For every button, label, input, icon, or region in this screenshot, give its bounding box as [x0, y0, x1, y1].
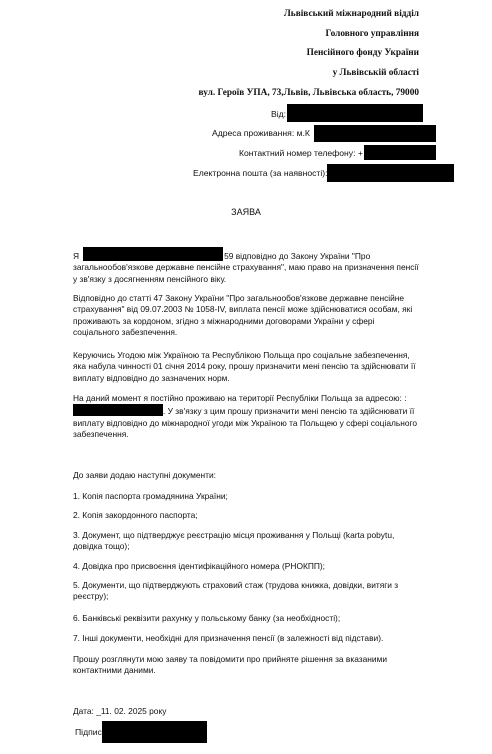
p1-start: Я — [73, 251, 80, 261]
email-redaction — [327, 164, 454, 182]
signature-label: Підпис — [75, 727, 102, 737]
document-item: 4. Довідка про присвоєння ідентифікаційного номера (РНОКПП); — [73, 561, 325, 571]
document-item: 5. Документи, що підтверджують страховий стаж (трудова книжка, довідки, витяги з реєстру); — [73, 580, 399, 602]
date-line: Дата: _11. 02. 2025 року — [73, 706, 167, 716]
p4-rest: . У зв'язку з цим прошу призначити мені пенсію та здійснювати її виплату відповідно до міжнародної угоди між Україною та Польщею у сфері соціального забезпечення. — [73, 406, 418, 440]
documents-intro: До заяви додаю наступні документи: — [73, 470, 216, 480]
recipient-line-4: у Львівській області — [332, 68, 419, 78]
document-item: 7. Інші документи, необхідні для призначення пенсії (в залежності від підстави). — [73, 633, 384, 643]
address-label: Адреса проживання: м.К — [212, 128, 310, 138]
closing-request: Прошу розглянути мою заяву та повідомити про прийняте рішення за вказаними контактними даними. — [73, 654, 388, 676]
recipient-line-2: Головного управління — [325, 29, 419, 39]
address-redaction — [314, 125, 436, 142]
email-label: Електронна пошта (за наявності): — [193, 168, 328, 178]
full-name-redaction — [83, 247, 223, 261]
recipient-line-3: Пенсійного фонду України — [306, 48, 419, 58]
signature-redaction — [102, 721, 207, 743]
paragraph-4 — [73, 393, 423, 441]
document-item: 3. Документ, що підтверджує реєстрацію місця проживання у Польщі (karta pobytu, довідка тощо); — [73, 530, 395, 552]
recipient-line-1: Львівський міжнародний відділ — [283, 9, 419, 19]
document-item: 1. Копія паспорта громадянина України; — [73, 491, 228, 501]
recipient-address: вул. Героїв УПА, 73,Львів, Львівська область, 79000 — [198, 88, 419, 98]
phone-label: Контактний номер телефону: + — [239, 148, 363, 158]
p1-rest: 59 відповідно до Закону України "Про загальнообов'язкове державне пенсійне страхування", маю право на призначення пенсії у зв'язку з досягненням пенсійного віку. — [73, 251, 419, 284]
name-redaction — [287, 104, 423, 122]
paragraph-3: Керуючись Угодою між Україною та Республікою Польща про соціальне забезпечення, яка набула чинності 01 січня 2014 року, прошу призначити мені пенсію та здійснювати її виплату відповідно до зазначених норм. — [73, 350, 416, 383]
document-item: 2. Копія закордонного паспорта; — [73, 510, 198, 520]
poland-address-redaction — [73, 404, 163, 416]
from-label: Від: — [271, 109, 287, 119]
phone-redaction — [364, 145, 436, 160]
paragraph-1 — [73, 247, 423, 285]
document-item: 6. Банківські реквізити рахунку у польському банку (за необхідності); — [73, 613, 341, 623]
paragraph-2: Відповідно до статті 47 Закону України "Про загальнообов'язкове державне пенсійне страхування" від 09.07.2003 № 1058-IV, виплата пенсії може здійснюватися особам, які проживають за кордоном, згідно з міжнародними договорами України у сфері соціального забезпечення. — [73, 293, 413, 338]
document-title: ЗАЯВА — [231, 207, 261, 217]
p4-start: На даний момент я постійно проживаю на території Республіки Польща за адресою: : — [73, 393, 407, 403]
